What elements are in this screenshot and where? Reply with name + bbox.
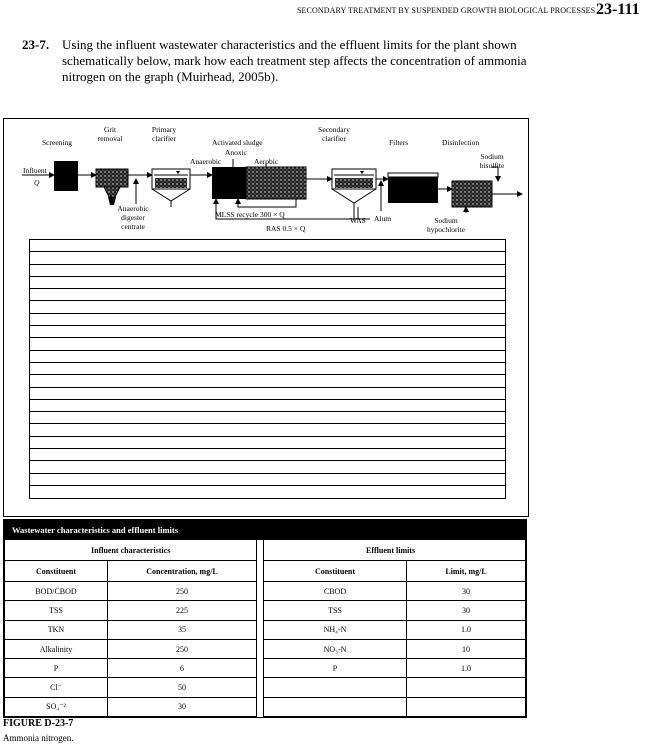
effluent-col-constituent: Constituent bbox=[264, 561, 407, 582]
was-label: WAS bbox=[350, 216, 366, 225]
sodium-hypochlorite-label: Sodium hypochlorite bbox=[427, 216, 465, 234]
anaerobic-label: Anaerobic bbox=[190, 157, 222, 166]
filters-label: Filters bbox=[389, 138, 409, 147]
table-title: Wastewater characteristics and effluent limits bbox=[4, 520, 526, 540]
influent-col-constituent: Constituent bbox=[5, 561, 108, 582]
activated-sludge-label: Activated sludge bbox=[212, 138, 263, 147]
sodium-bisulfite-label: Sodium bisulfite bbox=[479, 152, 505, 170]
effluent-col-limit: Limit, mg/L bbox=[407, 561, 526, 582]
screening-unit bbox=[54, 161, 78, 191]
table-row: Cl⁻ 50 bbox=[5, 678, 526, 697]
mlss-recycle-label: MLSS recycle 300 × Q bbox=[215, 210, 285, 219]
grit-chamber bbox=[96, 169, 128, 187]
disinfection-label: Disinfection bbox=[442, 138, 480, 147]
filters-unit bbox=[388, 177, 438, 203]
ras-label: RAS 0.5 × Q bbox=[266, 224, 306, 233]
grit-removal-label: Grit removal bbox=[97, 125, 123, 143]
ammonia-graph-grid[interactable] bbox=[29, 239, 506, 499]
running-title: SECONDARY TREATMENT BY SUSPENDED GROWTH BIOLOGICAL PROCESSES bbox=[297, 6, 596, 15]
influent-header: Influent characteristics bbox=[5, 540, 257, 561]
primary-clarifier-label: Primary clarifier bbox=[151, 125, 177, 143]
influent-col-concentration: Concentration, mg/L bbox=[108, 561, 257, 582]
page-number: 23-111 bbox=[596, 1, 640, 18]
effluent-header: Effluent limits bbox=[264, 540, 526, 561]
screening-label: Screening bbox=[42, 138, 72, 147]
table-row: TSS 225 TSS 30 bbox=[5, 601, 526, 620]
alum-label: Alum bbox=[374, 214, 392, 223]
process-schematic bbox=[4, 119, 528, 239]
table-row: P 6 P 1.0 bbox=[5, 659, 526, 678]
question-number: 23-7. bbox=[22, 37, 50, 52]
anaerobic-zone bbox=[212, 167, 246, 199]
aerobic-zone bbox=[246, 167, 306, 199]
anoxic-label: Anoxic bbox=[225, 148, 248, 157]
figure-box bbox=[3, 118, 529, 517]
question-text: Using the influent wastewater characteristics and the effluent limits for the plant shown schematically below, mark how each treatment step affects the concentration of ammonia nitrogen on the graph (Muirhead, 2005b). bbox=[62, 37, 527, 84]
figure-subcaption: Ammonia nitrogen. bbox=[3, 733, 74, 743]
figure-caption: FIGURE D-23-7 bbox=[3, 718, 74, 729]
influent-q-label: Q bbox=[34, 178, 40, 187]
characteristics-table bbox=[3, 519, 527, 718]
table-row: BOD/CBOD 250 CBOD 30 bbox=[5, 582, 526, 601]
disinfection-unit bbox=[452, 181, 492, 207]
table-row: Alkalinity 250 NO₃-N 10 bbox=[5, 639, 526, 658]
secondary-clarifier-label: Secondary clarifier bbox=[318, 125, 350, 143]
table-row: SO₄⁻² 30 bbox=[5, 697, 526, 716]
influent-label: Influent bbox=[23, 166, 47, 175]
digester-centrate-label: Anaerobic digester centrate bbox=[117, 204, 149, 231]
aerobic-label: Aerobic bbox=[254, 157, 279, 166]
table-row: TKN 35 NH₄-N 1.0 bbox=[5, 620, 526, 639]
